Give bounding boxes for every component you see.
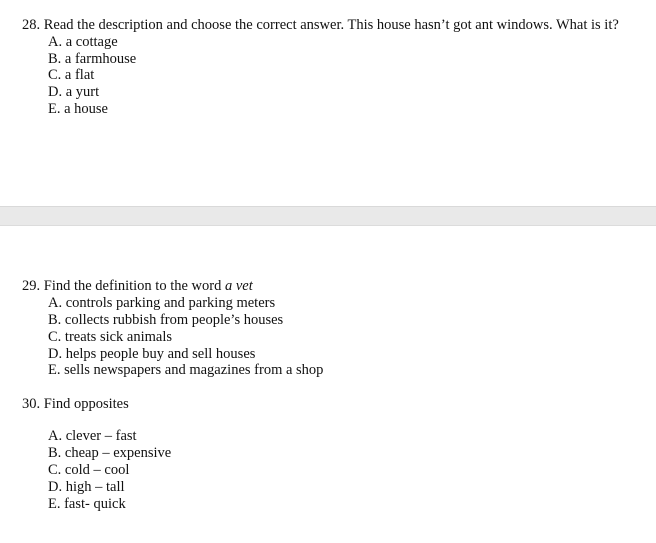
question-30-option-d: D. high – tall: [48, 479, 125, 495]
question-28-option-e: E. a house: [48, 101, 108, 117]
question-29-option-d: D. helps people buy and sell houses: [48, 346, 256, 362]
question-28-text: Read the description and choose the correct answer. This house hasn’t got ant windows. What is it?: [43, 17, 619, 33]
question-30-text: Find opposites: [43, 396, 129, 412]
question-28-option-d: D. a yurt: [48, 84, 100, 100]
question-29-option-a: A. controls parking and parking meters: [48, 295, 276, 311]
question-29-number: 29.: [22, 278, 41, 294]
question-30-number: 30.: [22, 396, 41, 412]
question-28-option-b: B. a farmhouse: [48, 51, 137, 67]
question-28: [22, 17, 619, 34]
question-28-number: 28.: [22, 17, 41, 33]
question-30-option-a: A. clever – fast: [48, 428, 137, 444]
question-30-option-e: E. fast- quick: [48, 496, 126, 512]
question-30-option-c: C. cold – cool: [48, 462, 130, 478]
question-30: [22, 396, 129, 413]
question-29-option-e: E. sells newspapers and magazines from a shop: [48, 362, 324, 378]
page-separator: [0, 206, 656, 226]
question-29-option-c: C. treats sick animals: [48, 329, 173, 345]
question-29-term: a vet: [224, 278, 253, 294]
question-28-option-c: C. a flat: [48, 67, 95, 83]
question-29: [22, 278, 253, 295]
question-30-option-b: B. cheap – expensive: [48, 445, 172, 461]
question-29-option-b: B. collects rubbish from people’s houses: [48, 312, 284, 328]
question-28-option-a: A. a cottage: [48, 34, 118, 50]
question-29-text: Find the definition to the word: [43, 278, 222, 294]
